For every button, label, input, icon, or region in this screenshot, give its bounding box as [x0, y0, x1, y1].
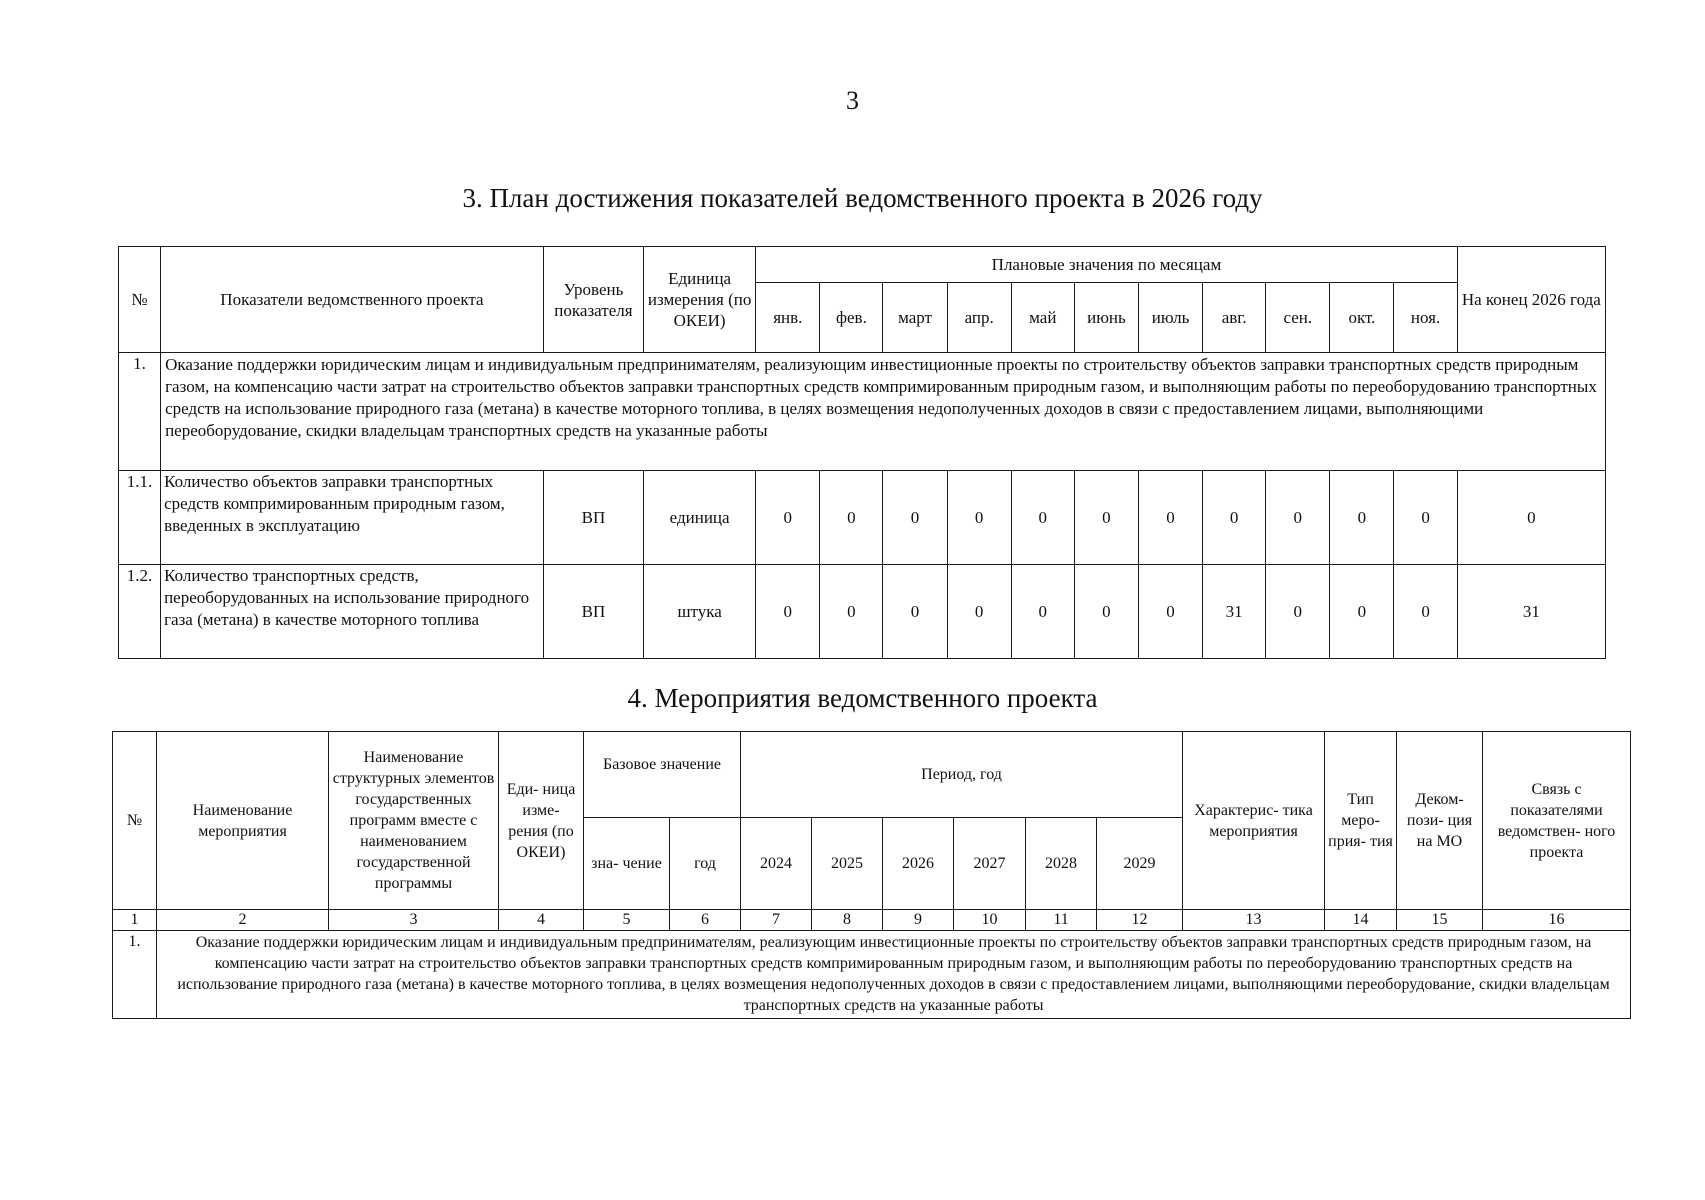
header-year: 2025	[812, 818, 883, 910]
group-description: Оказание поддержки юридическим лицам и индивидуальным предпринимателям, реализующим инвестиционные проекты по строительству объектов заправки транспортных средств природным газом, на компенсацию части затрат на строительство объектов заправки транспортных средств компримированным природным газом, и выполняющим работы по переоборудованию транспортных средств на использование природного газа (метана) в качестве моторного топлива, в целях возмещения недополученных доходов в связи с предоставлением лицами, выполняющими переоборудование, скидки владельцам транспортных средств на указанные работы	[157, 931, 1631, 1019]
column-index: 10	[954, 910, 1026, 931]
header-year: 2029	[1097, 818, 1183, 910]
column-index: 14	[1325, 910, 1397, 931]
header-unit: Единица измерения (по ОКЕИ)	[644, 247, 756, 353]
header-year: 2028	[1026, 818, 1097, 910]
header-month: ноя.	[1394, 283, 1457, 353]
header-num: №	[113, 732, 157, 910]
header-month: янв.	[756, 283, 820, 353]
row-month-value: 0	[1330, 471, 1394, 565]
group-description: Оказание поддержки юридическим лицам и индивидуальным предпринимателям, реализующим инвестиционные проекты по строительству объектов заправки транспортных средств природным газом, на компенсацию части затрат на строительство объектов заправки транспортных средств компримированным природным газом, и выполняющим работы по переоборудованию транспортных средств на использование природного газа (метана) в качестве моторного топлива, в целях возмещения недополученных доходов в связи с предоставлением лицами, выполняющими переоборудование, скидки владельцам транспортных средств на указанные работы	[161, 353, 1606, 471]
row-num: 1.2.	[119, 565, 161, 659]
row-indicator-name: Количество объектов заправки транспортных средств компримированным природным газом, введенных в эксплуатацию	[161, 471, 544, 565]
header-structural-elements: Наименование структурных элементов государственных программ вместе с наименованием государственной программы	[329, 732, 499, 910]
header-decomposition: Деком- пози- ция на МО	[1397, 732, 1483, 910]
header-link-indicators: Связь с показателями ведомствен- ного проекта	[1483, 732, 1631, 910]
page-number: 3	[846, 86, 859, 115]
column-index: 7	[741, 910, 812, 931]
group-row	[113, 931, 1631, 1019]
table-row	[119, 471, 1606, 565]
column-index: 8	[812, 910, 883, 931]
row-num: 1.1.	[119, 471, 161, 565]
activities-table	[112, 731, 1631, 1019]
header-planned-values: Плановые значения по месяцам	[756, 247, 1457, 283]
header-month: окт.	[1330, 283, 1394, 353]
row-unit: единица	[644, 471, 756, 565]
row-month-value: 0	[1203, 471, 1266, 565]
row-unit: штука	[644, 565, 756, 659]
row-month-value: 0	[947, 565, 1011, 659]
row-month-value: 0	[883, 565, 947, 659]
column-index: 5	[584, 910, 670, 931]
row-month-value: 0	[1394, 565, 1457, 659]
header-end-of-year: На конец 2026 года	[1457, 247, 1605, 353]
column-index: 4	[499, 910, 584, 931]
row-month-value: 0	[947, 471, 1011, 565]
header-base-value-sub: зна- чение	[584, 818, 670, 910]
column-index: 2	[157, 910, 329, 931]
column-index: 9	[883, 910, 954, 931]
header-month: июнь	[1074, 283, 1138, 353]
header-month: апр.	[947, 283, 1011, 353]
row-month-value: 0	[820, 565, 883, 659]
column-index: 3	[329, 910, 499, 931]
row-month-value: 0	[1266, 471, 1330, 565]
group-num: 1.	[113, 931, 157, 1019]
header-type: Тип меро- прия- тия	[1325, 732, 1397, 910]
row-end-value: 0	[1457, 471, 1605, 565]
row-level: ВП	[543, 471, 643, 565]
header-activity-name: Наименование мероприятия	[157, 732, 329, 910]
header-month: фев.	[820, 283, 883, 353]
column-index: 16	[1483, 910, 1631, 931]
column-index: 13	[1183, 910, 1325, 931]
row-month-value: 0	[1011, 565, 1074, 659]
row-month-value: 31	[1203, 565, 1266, 659]
header-base-year: год	[670, 818, 741, 910]
row-month-value: 0	[1074, 471, 1138, 565]
header-characteristic: Характерис- тика мероприятия	[1183, 732, 1325, 910]
row-month-value: 0	[1330, 565, 1394, 659]
column-index-row	[113, 910, 1631, 931]
header-year: 2027	[954, 818, 1026, 910]
section-4-title: 4. Мероприятия ведомственного проекта	[627, 683, 1098, 713]
row-month-value: 0	[1074, 565, 1138, 659]
row-month-value: 0	[1011, 471, 1074, 565]
header-period: Период, год	[741, 732, 1183, 818]
header-unit: Еди- ница изме- рения (по ОКЕИ)	[499, 732, 584, 910]
row-month-value: 0	[1394, 471, 1457, 565]
header-year: 2026	[883, 818, 954, 910]
column-index: 6	[670, 910, 741, 931]
header-year: 2024	[741, 818, 812, 910]
header-indicators: Показатели ведомственного проекта	[161, 247, 544, 353]
header-month: май	[1011, 283, 1074, 353]
row-month-value: 0	[756, 565, 820, 659]
group-row	[119, 353, 1606, 471]
table-row	[119, 565, 1606, 659]
section-3-title: 3. План достижения показателей ведомственного проекта в 2026 году	[462, 183, 1263, 213]
column-index: 11	[1026, 910, 1097, 931]
header-month: сен.	[1266, 283, 1330, 353]
row-month-value: 0	[1138, 471, 1202, 565]
row-level: ВП	[543, 565, 643, 659]
row-month-value: 0	[1138, 565, 1202, 659]
row-month-value: 0	[756, 471, 820, 565]
header-num: №	[119, 247, 161, 353]
row-month-value: 0	[820, 471, 883, 565]
group-num: 1.	[119, 353, 161, 471]
row-month-value: 0	[1266, 565, 1330, 659]
header-month: март	[883, 283, 947, 353]
header-month: июль	[1138, 283, 1202, 353]
column-index: 12	[1097, 910, 1183, 931]
row-month-value: 0	[883, 471, 947, 565]
header-base-value: Базовое значение	[584, 732, 741, 818]
header-level: Уровень показателя	[543, 247, 643, 353]
indicators-plan-table	[118, 246, 1606, 659]
column-index: 15	[1397, 910, 1483, 931]
header-month: авг.	[1203, 283, 1266, 353]
row-indicator-name: Количество транспортных средств, переоборудованных на использование природного газа (метана) в качестве моторного топлива	[161, 565, 544, 659]
row-end-value: 31	[1457, 565, 1605, 659]
column-index: 1	[113, 910, 157, 931]
